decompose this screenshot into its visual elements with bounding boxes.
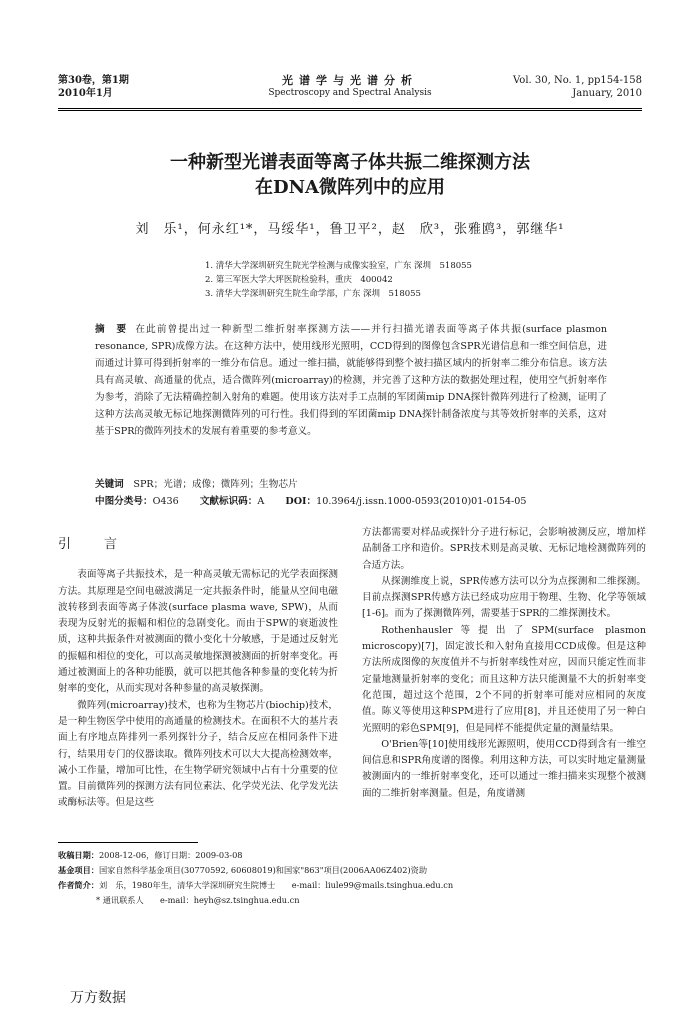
doc-code: A bbox=[257, 496, 265, 507]
header-rule bbox=[58, 108, 642, 109]
doi: 10.3964/j.issn.1000-0593(2010)01-0154-05 bbox=[316, 496, 527, 507]
author-list: 刘 乐¹，何永红¹*，马绥华¹，鲁卫平²，赵 欣³，张雅鸥³，郭继华¹ bbox=[135, 222, 565, 237]
corresponding-note: * 通讯联系人 e-mail：heyh@sz.tsinghua.edu.cn bbox=[96, 895, 300, 905]
watermark: 万方数据 bbox=[70, 990, 126, 1006]
author-note: 作者简介：刘 乐，1980年生，清华大学深圳研究生院博士 e-mail：liule99@mails.tsinghua.edu.cn bbox=[58, 880, 454, 890]
keywords-block bbox=[95, 476, 615, 510]
header-rule-thin bbox=[58, 110, 642, 111]
section-heading-intro: 引 言 bbox=[58, 537, 128, 552]
right-paragraph-1: 方法都需要对样品或探针分子进行标记，会影响被测反应，增加样品制备工序和造价。SPR技术则是高灵敏、无标记地检测微阵列的合适方法。 bbox=[362, 527, 646, 571]
left-column bbox=[58, 525, 338, 812]
right-column bbox=[362, 525, 646, 802]
journal-name-en: Spectroscopy and Spectral Analysis bbox=[268, 88, 432, 98]
paper-title-line2: 在DNA微阵列中的应用 bbox=[254, 177, 446, 198]
doi-label: DOI： bbox=[285, 496, 317, 507]
clc-number: O436 bbox=[152, 496, 179, 507]
volume-cn: 第30卷，第1期 bbox=[58, 75, 129, 86]
intro-paragraph-2: 微阵列(microarray)技术，也称为生物芯片(biochip)技术，是一种生物医学中使用的高通量的检测技术。在面积不大的基片表面上有序地点阵排列一系列探针分子，结合反应在相同条件下进行，结果用专门的仪器读取。微阵列技术可以大大提高检测效率，减小工作量，增加可比性，在生物学研究领域中占有十分重要的位置。目前微阵列的探测方法有同位素法、化学荧光法、化学发光法或酶标法等。但是这些 bbox=[58, 699, 338, 809]
right-paragraph-4: O'Brien等[10]使用线形光源照明，使用CCD得到含有一维空间信息和SPR角度谱的图像。利用这种方法，可以实时地定量测量被测面内的一维折射率变化，还可以通过一维扫描来实现整个被测面的二维折射率测量。但是，角度谱测 bbox=[362, 738, 646, 799]
header-right bbox=[513, 74, 642, 100]
abstract-text: 在此前曾提出过一种新型二维折射率探测方法——并行扫描光谱表面等离子体共振(surface plasmon resonance, SPR)成像方法。在这种方法中，使用线形光照明，CCD得到的图像包含SPR光谱信息和一维空间信息，进而通过计算可得到折射率的一维分布信息。通过一维扫描，就能够得到整个被扫描区域内的折射率二维分布信息。该方法具有高灵敏、高通量的优点，适合微阵列(microarray)的检测，并完善了这种方法的数据处理过程，使用空气折射率作为参考，消除了无法精确控制入射角的难题。使用该方法对手工点制的军团菌mip DNA探针微阵列进行了检测，证明了这种方法高灵敏无标记地探测微阵列的可行性。我们得到的军团菌mip DNA探针制备浓度与其等效折射率的关系，这对基于SPR的微阵列技术的发展有着重要的参考意义。 bbox=[95, 324, 608, 437]
keywords: SPR；光谱；成像；微阵列；生物芯片 bbox=[133, 479, 298, 490]
date-cn: 2010年1月 bbox=[58, 88, 113, 99]
date-en: January, 2010 bbox=[572, 88, 642, 99]
affiliations bbox=[205, 259, 472, 301]
footnotes bbox=[58, 848, 648, 908]
right-paragraph-2: 从探测维度上说，SPR传感方法可以分为点探测和二维探测。目前点探测SPR传感方法已经成功应用于物理、生物、化学等领域[1-6]。而为了探测微阵列，需要基于SPR的二维探测技术。 bbox=[362, 575, 646, 620]
abstract-label: 摘 要 bbox=[95, 324, 128, 335]
journal-name-cn: 光谱学与光谱分析 bbox=[282, 74, 418, 87]
fund-note: 基金项目：国家自然科学基金项目(30770592, 60608019)和国家"863"项目(2006AA06Z402)资助 bbox=[58, 865, 428, 875]
clc-label: 中图分类号： bbox=[95, 496, 153, 507]
keywords-label: 关键词 bbox=[95, 479, 124, 490]
running-header bbox=[58, 74, 642, 108]
volume-en: Vol. 30, No. 1, pp154-158 bbox=[513, 75, 642, 86]
footnote-rule bbox=[58, 842, 198, 843]
abstract bbox=[95, 321, 607, 440]
affiliation-2: 2. 第三军医大学大坪医院检验科，重庆 400042 bbox=[205, 275, 393, 285]
affiliation-3: 3. 清华大学深圳研究生院生命学部，广东 深圳 518055 bbox=[205, 289, 421, 299]
intro-paragraph-1: 表面等离子共振技术，是一种高灵敏无需标记的光学表面探测方法。其原理是空间电磁波满足一定共振条件时，能量从空间电磁波转移到表面等离子体波(surface plasma wave, SPW)，从而表现为反射光的振幅和相位的急剧变化。而由于SPW的衰逝波性质，这种共振条件对被测面的微小变化十分敏感，于是通过反射光的振幅和相位的变化，可以高灵敏地探测被测面的折射率变化。再通过被测面上的各种功能膜，就可以把其他各种参量的变化转为折射率的变化，从而实现对各种参量的高灵敏探测。 bbox=[58, 569, 338, 695]
doc-code-label: 文献标识码： bbox=[199, 496, 258, 507]
paper-title-line1: 一种新型光谱表面等离子体共振二维探测方法 bbox=[170, 152, 530, 173]
affiliation-1: 1. 清华大学深圳研究生院光学检测与成像实验室，广东 深圳 518055 bbox=[205, 261, 472, 271]
right-paragraph-3: Rothenhausler等提出了SPM(surface plasmon microscopy)[7]，固定波长和入射角直接用CCD成像。但是这种方法所成图像的灰度值并不与折射率线性对应，因而只能定性而非定量地测量折射率的变化；而且这种方法只能测量不大的折射率变化范围，超过这个范围，2个不同的折射率可能对应相同的灰度值。陈义等使用这种SPM进行了应用[8]，并且还使用了另一种白光照明的彩色SPM[9]，但是同样不能提供定量的测量结果。 bbox=[362, 624, 646, 734]
received-note: 收稿日期：2008-12-06，修订日期：2009-03-08 bbox=[58, 850, 243, 860]
